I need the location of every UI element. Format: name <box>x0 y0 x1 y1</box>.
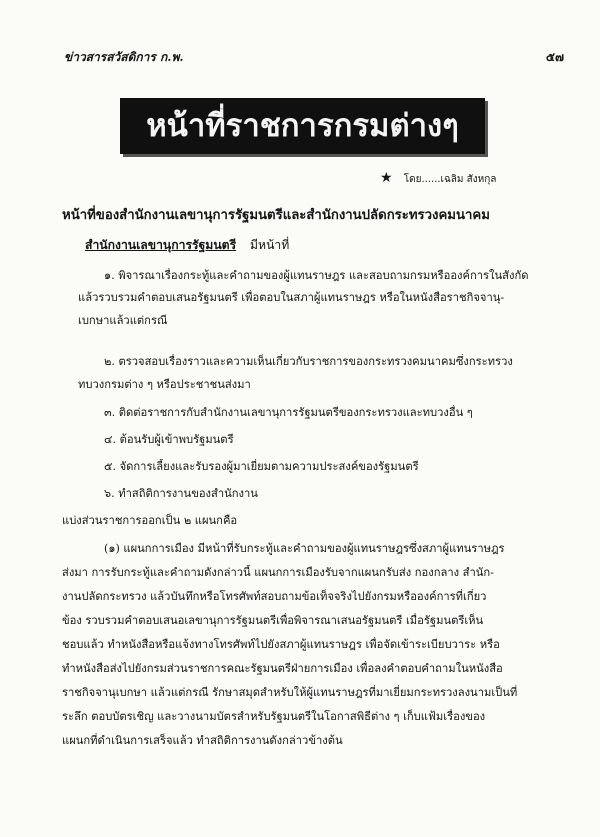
division-1-line-4: ข้อง รวบรวมคำตอบเสนอเลขานุการรัฐมนตรีเพื่อพิจารณาเสนอรัฐมนตรี เมื่อรัฐมนตรีเห็น <box>62 614 484 627</box>
subheading <box>85 236 289 255</box>
division-1-line-9: แผนกที่ดำเนินการเสร็จแล้ว ทำสถิติการงานดังกล่าวข้างต้น <box>62 734 343 747</box>
duty-item-5: ๕. จัดการเลี้ยงและรับรองผู้มาเยี่ยมตามความประสงค์ของรัฐมนตรี <box>104 460 419 473</box>
subheading-duties-label: มีหน้าที่ <box>250 238 290 252</box>
division-1-line-3: งานปลัดกระทรวง แล้วบันทึกหรือโทรศัพท์สอบถามข้อเท็จจริงไปยังกรมหรือองค์การที่เกี่ยว <box>62 590 487 603</box>
author-name: โดย......เฉลิม สังหกุล <box>403 174 497 185</box>
page-title: หน้าที่ราชการกรมต่างๆ <box>120 98 485 154</box>
subheading-office-name: สำนักงานเลขานุการรัฐมนตรี <box>85 238 237 252</box>
duty-item-1-line-3: เบกษาแล้วแต่กรณี <box>78 314 168 327</box>
duty-item-6: ๖. ทำสถิติการงานของสำนักงาน <box>104 487 258 500</box>
division-1-line-6: ทำหนังสือส่งไปยังกรมส่วนราชการคณะรัฐมนตรีฝ่ายการเมือง เพื่อลงคำตอบคำถามในหนังสือ <box>62 662 503 675</box>
duty-item-1-line-2: แล้วรวบรวมคำตอบเสนอรัฐมนตรี เพื่อตอบในสภาผู้แทนราษฎร หรือในหนังสือราชกิจจานุ- <box>78 291 505 304</box>
section-heading: หน้าที่ของสำนักงานเลขานุการรัฐมนตรีและสำนักงานปลัดกระทรวงคมนาคม <box>62 208 490 223</box>
division-1-line-2: ส่งมา การรับกระทู้และคำถามดังกล่าวนี้ แผนกการเมืองรับจากแผนกรับส่ง กองกลาง สำนัก- <box>62 566 494 579</box>
duty-item-1-line-1: ๑. พิจารณาเรื่องกระทู้และคำถามของผู้แทนราษฎร และสอบถามกรมหรือองค์การในสังกัด <box>104 269 529 282</box>
division-1-line-8: ระลึก ตอบบัตรเชิญ และวางนามบัตรสำหรับรัฐมนตรีในโอกาสพิธีต่าง ๆ เก็บแฟ้มเรื่องของ <box>62 710 486 723</box>
division-1-line-5: ชอบแล้ว ทำหนังสือหรือแจ้งทางโทรศัพท์ไปยังสภาผู้แทนราษฎร เพื่อจัดเข้าระเบียบวาระ หรือ <box>62 638 500 651</box>
division-intro: แบ่งส่วนราชการออกเป็น ๒ แผนกคือ <box>62 514 238 527</box>
division-1-line-1: (๑) แผนกการเมือง มีหน้าที่รับกระทู้และคำถามของผู้แทนราษฎรซึ่งสภาผู้แทนราษฎร <box>104 542 505 555</box>
page-number: ๕๗ <box>545 50 564 64</box>
duty-item-2-line-1: ๒. ตรวจสอบเรื่องราวและความเห็นเกี่ยวกับราชการของกระทรวงคมนาคมซึ่งกระทรวง <box>104 355 513 368</box>
star-icon: ★ <box>380 170 393 186</box>
running-header-title: ข่าวสารสวัสดิการ ก.พ. <box>64 50 184 64</box>
author-byline <box>380 170 496 187</box>
division-1-line-7: ราชกิจจานุเบกษา แล้วแต่กรณี รักษาสมุดสำหรับให้ผู้แทนราษฎรที่มาเยี่ยมกระทรวงลงนามเป็นที่ <box>62 686 518 699</box>
duty-item-3: ๓. ติดต่อราชการกับสำนักงานเลขานุการรัฐมนตรีของกระทรวงและทบวงอื่น ๆ <box>104 406 473 419</box>
running-header <box>64 48 564 68</box>
duty-item-2-line-2: ทบวงกรมต่าง ๆ หรือประชาชนส่งมา <box>78 378 251 391</box>
duty-item-4: ๔. ต้อนรับผู้เข้าพบรัฐมนตรี <box>104 433 234 446</box>
